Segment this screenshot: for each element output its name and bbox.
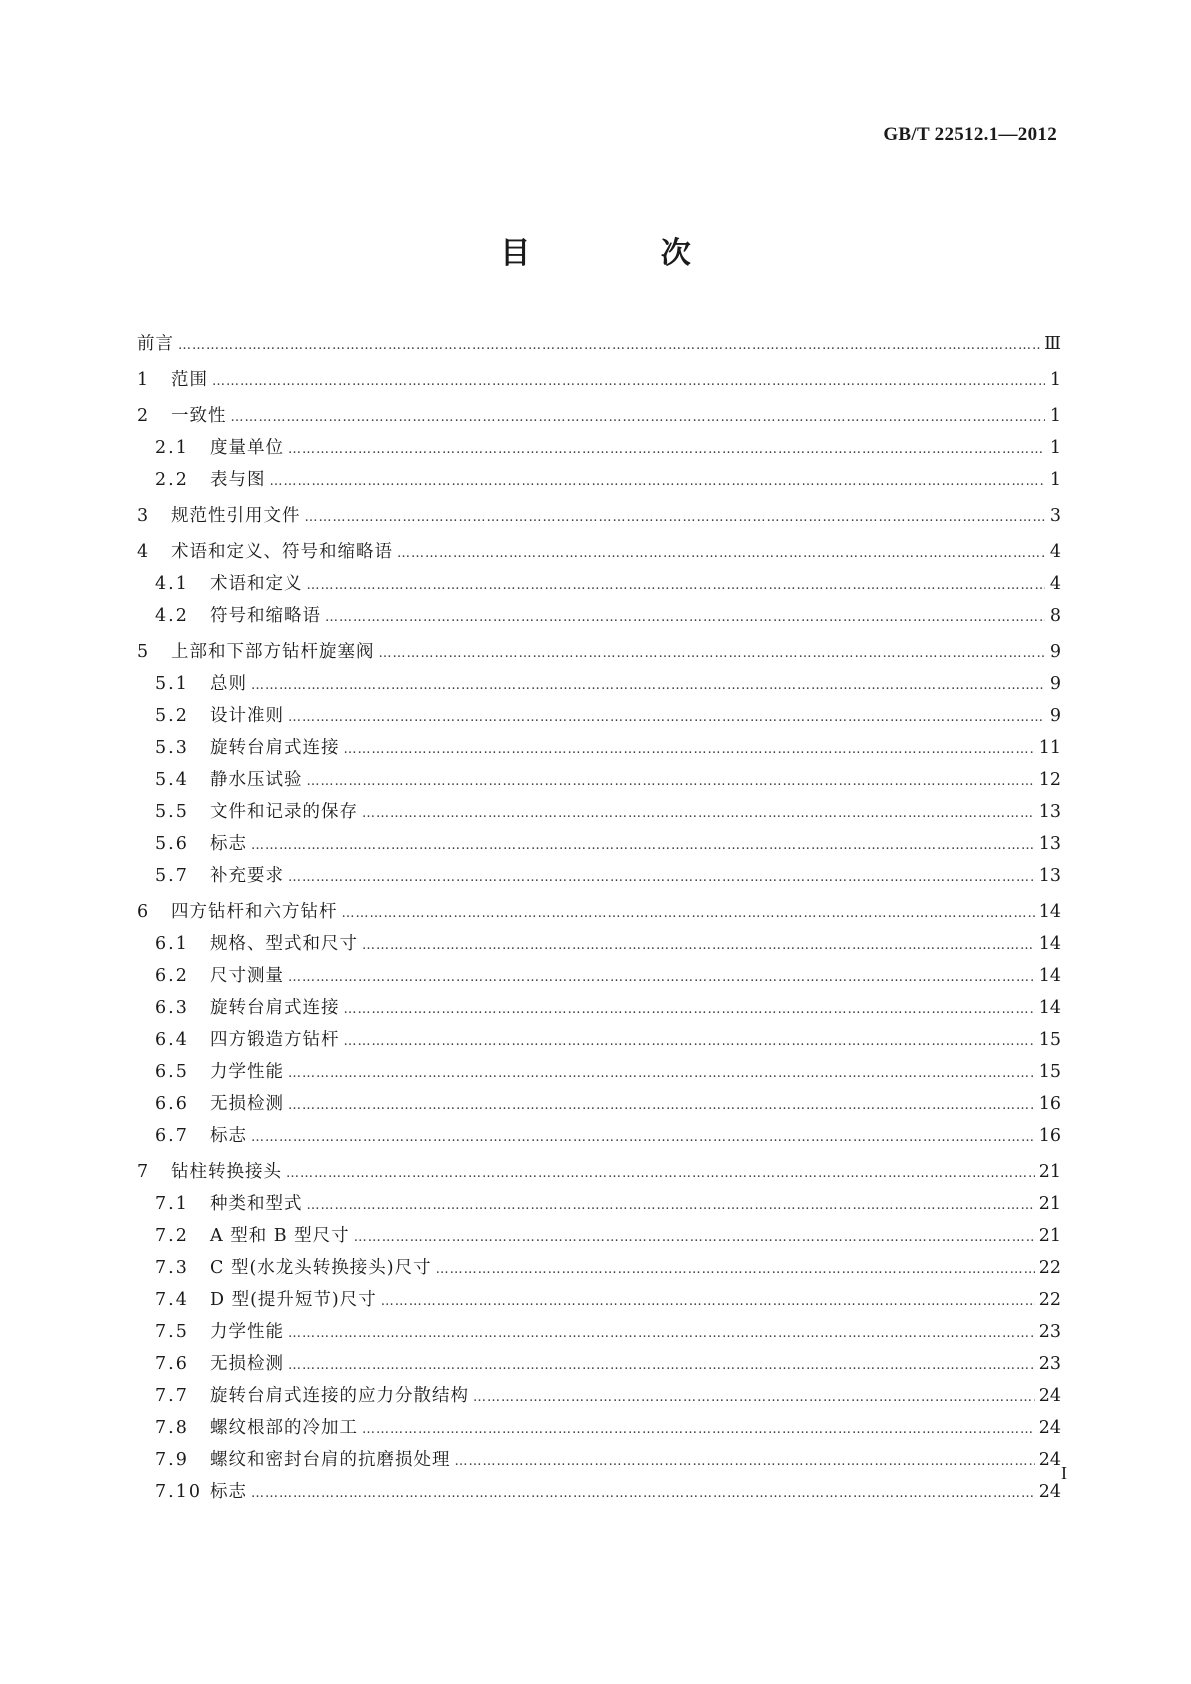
toc-entry-number: 7.4 bbox=[155, 1290, 189, 1310]
toc-entry-page: 16 bbox=[1038, 1094, 1061, 1114]
toc-entry-label: 设计准则 bbox=[210, 706, 284, 726]
toc-entry-number: 5.1 bbox=[155, 674, 189, 694]
toc-entry-label: 无损检测 bbox=[210, 1354, 284, 1374]
toc-leader-dots bbox=[288, 702, 1045, 734]
toc-entry[interactable] bbox=[137, 500, 1061, 532]
toc-entry-number: 3 bbox=[137, 506, 151, 526]
toc-entry-number: 6.2 bbox=[155, 966, 189, 986]
toc-entry-page: 1 bbox=[1049, 438, 1061, 458]
toc-entry-number: 6.3 bbox=[155, 998, 189, 1018]
toc-entry-page: 9 bbox=[1049, 642, 1061, 662]
toc-leader-dots bbox=[288, 862, 1035, 894]
toc-entry-page: 1 bbox=[1049, 370, 1061, 390]
toc-entry[interactable] bbox=[137, 1056, 1061, 1088]
toc-entry[interactable] bbox=[137, 1476, 1061, 1508]
toc-entry-page: 24 bbox=[1038, 1450, 1061, 1470]
toc-entry-label: 度量单位 bbox=[210, 438, 284, 458]
toc-entry-number: 6.7 bbox=[155, 1126, 189, 1146]
toc-leader-dots bbox=[288, 1090, 1035, 1122]
toc-entry-label: 标志 bbox=[210, 1482, 247, 1502]
toc-entry-page: 8 bbox=[1049, 606, 1061, 626]
toc-entry-label: 范围 bbox=[171, 370, 208, 390]
toc-entry-label: 尺寸测量 bbox=[210, 966, 284, 986]
toc-entry-label: 术语和定义、符号和缩略语 bbox=[171, 542, 393, 562]
standard-code: GB/T 22512.1—2012 bbox=[883, 124, 1057, 145]
toc-entry-number: 7.5 bbox=[155, 1322, 189, 1342]
toc-entry-label: 旋转台肩式连接的应力分散结构 bbox=[210, 1386, 469, 1406]
toc-entry[interactable] bbox=[137, 1348, 1061, 1380]
toc-leader-dots bbox=[178, 330, 1040, 362]
toc-entry-label: 四方锻造方钻杆 bbox=[210, 1030, 340, 1050]
toc-leader-dots bbox=[362, 930, 1035, 962]
toc-leader-dots bbox=[288, 1350, 1035, 1382]
toc-leader-dots bbox=[288, 1318, 1035, 1350]
toc-entry-page: 24 bbox=[1038, 1386, 1061, 1406]
toc-entry[interactable] bbox=[137, 1220, 1061, 1252]
toc-leader-dots bbox=[325, 602, 1045, 634]
toc-leader-dots bbox=[362, 1414, 1035, 1446]
toc-entry-number: 7.6 bbox=[155, 1354, 189, 1374]
toc-leader-dots bbox=[379, 638, 1046, 670]
footer-page-number: I bbox=[1061, 1463, 1067, 1483]
toc-entry-page: 1 bbox=[1049, 470, 1061, 490]
toc-entry[interactable] bbox=[137, 568, 1061, 600]
toc-entry-page: 23 bbox=[1038, 1322, 1061, 1342]
toc-entry-page: 14 bbox=[1038, 902, 1061, 922]
toc-entry-label: 上部和下部方钻杆旋塞阀 bbox=[171, 642, 375, 662]
toc-leader-dots bbox=[344, 1026, 1035, 1058]
toc-entry[interactable] bbox=[137, 992, 1061, 1024]
toc-entry[interactable] bbox=[137, 400, 1061, 432]
toc-entry[interactable] bbox=[137, 828, 1061, 860]
toc-entry-page: 1 bbox=[1049, 406, 1061, 426]
toc-entry-number: 5.3 bbox=[155, 738, 189, 758]
toc-entry-page: 13 bbox=[1038, 866, 1061, 886]
toc-entry[interactable] bbox=[137, 1380, 1061, 1412]
toc-entry-label: 无损检测 bbox=[210, 1094, 284, 1114]
toc-entry-page: 13 bbox=[1038, 834, 1061, 854]
toc-leader-dots bbox=[307, 570, 1046, 602]
toc-leader-dots bbox=[212, 366, 1045, 398]
toc-leader-dots bbox=[381, 1286, 1035, 1318]
toc-entry[interactable] bbox=[137, 668, 1061, 700]
toc-entry[interactable] bbox=[137, 860, 1061, 892]
toc-entry-number: 5.5 bbox=[155, 802, 189, 822]
toc-entry-number: 4 bbox=[137, 542, 151, 562]
toc-leader-dots bbox=[436, 1254, 1035, 1286]
toc-leader-dots bbox=[288, 434, 1045, 466]
toc-leader-dots bbox=[397, 538, 1045, 570]
toc-entry-label: C 型(水龙头转换接头)尺寸 bbox=[210, 1258, 432, 1278]
toc-entry-page: 14 bbox=[1038, 966, 1061, 986]
toc-leader-dots bbox=[251, 830, 1035, 862]
toc-entry[interactable] bbox=[137, 432, 1061, 464]
toc-entry[interactable] bbox=[137, 1024, 1061, 1056]
toc-entry[interactable] bbox=[137, 636, 1061, 668]
toc-entry[interactable] bbox=[137, 464, 1061, 496]
toc-leader-dots bbox=[362, 798, 1035, 830]
toc-entry-page: 22 bbox=[1038, 1290, 1061, 1310]
toc-entry-label: 术语和定义 bbox=[210, 574, 303, 594]
toc-entry-label: 一致性 bbox=[171, 406, 227, 426]
toc-entry-number: 5.4 bbox=[155, 770, 189, 790]
toc-entry-page: 22 bbox=[1038, 1258, 1061, 1278]
toc-entry-page: Ⅲ bbox=[1044, 334, 1061, 354]
toc-entry[interactable] bbox=[137, 328, 1061, 360]
toc-entry-label: 力学性能 bbox=[210, 1322, 284, 1342]
toc-entry-label: A 型和 B 型尺寸 bbox=[210, 1226, 350, 1246]
toc-leader-dots bbox=[251, 670, 1045, 702]
toc-entry-page: 9 bbox=[1049, 674, 1061, 694]
toc-leader-dots bbox=[251, 1122, 1035, 1154]
toc-leader-dots bbox=[473, 1382, 1035, 1414]
toc-entry-label: 钻柱转换接头 bbox=[171, 1162, 282, 1182]
toc-entry-page: 15 bbox=[1038, 1030, 1061, 1050]
toc-entry-number: 7.2 bbox=[155, 1226, 189, 1246]
toc-leader-dots bbox=[288, 1058, 1035, 1090]
toc-entry-number: 7.3 bbox=[155, 1258, 189, 1278]
toc-entry-number: 7.8 bbox=[155, 1418, 189, 1438]
toc-entry-label: 力学性能 bbox=[210, 1062, 284, 1082]
toc-entry-number: 5.2 bbox=[155, 706, 189, 726]
toc-entry[interactable] bbox=[137, 1088, 1061, 1120]
toc-entry-number: 4.2 bbox=[155, 606, 189, 626]
toc-entry-number: 6.6 bbox=[155, 1094, 189, 1114]
toc-entry-label: 四方钻杆和六方钻杆 bbox=[171, 902, 338, 922]
toc-leader-dots bbox=[354, 1222, 1035, 1254]
toc-entry-label: 表与图 bbox=[210, 470, 266, 490]
toc-entry-number: 4.1 bbox=[155, 574, 189, 594]
toc-entry[interactable] bbox=[137, 1284, 1061, 1316]
toc-entry-page: 9 bbox=[1049, 706, 1061, 726]
toc-entry-label: 螺纹和密封台肩的抗磨损处理 bbox=[210, 1450, 451, 1470]
toc-entry[interactable] bbox=[137, 928, 1061, 960]
table-of-contents bbox=[137, 328, 1061, 1508]
toc-leader-dots bbox=[288, 962, 1035, 994]
toc-entry-number: 7 bbox=[137, 1162, 151, 1182]
toc-entry-label: 种类和型式 bbox=[210, 1194, 303, 1214]
toc-entry-page: 14 bbox=[1038, 998, 1061, 1018]
toc-entry[interactable] bbox=[137, 1120, 1061, 1152]
toc-entry[interactable] bbox=[137, 600, 1061, 632]
toc-entry-number: 6.1 bbox=[155, 934, 189, 954]
toc-entry-number: 7.1 bbox=[155, 1194, 189, 1214]
toc-entry-page: 21 bbox=[1038, 1226, 1061, 1246]
page-title: 目 次 bbox=[500, 236, 751, 271]
toc-entry-label: 标志 bbox=[210, 834, 247, 854]
toc-entry[interactable] bbox=[137, 364, 1061, 396]
toc-entry-page: 12 bbox=[1038, 770, 1061, 790]
toc-entry-label: 旋转台肩式连接 bbox=[210, 998, 340, 1018]
toc-entry-label: D 型(提升短节)尺寸 bbox=[210, 1290, 377, 1310]
toc-leader-dots bbox=[270, 466, 1046, 498]
toc-entry-page: 11 bbox=[1038, 738, 1061, 758]
toc-entry-number: 2.2 bbox=[155, 470, 189, 490]
toc-entry-label: 旋转台肩式连接 bbox=[210, 738, 340, 758]
toc-entry-page: 16 bbox=[1038, 1126, 1061, 1146]
toc-entry-label: 规范性引用文件 bbox=[171, 506, 301, 526]
toc-entry-number: 5.6 bbox=[155, 834, 189, 854]
toc-entry-label: 标志 bbox=[210, 1126, 247, 1146]
toc-entry[interactable] bbox=[137, 1412, 1061, 1444]
toc-leader-dots bbox=[344, 734, 1035, 766]
toc-entry[interactable] bbox=[137, 1444, 1061, 1476]
toc-entry-label: 前言 bbox=[137, 334, 174, 354]
toc-entry-number: 7.7 bbox=[155, 1386, 189, 1406]
toc-entry-number: 6.5 bbox=[155, 1062, 189, 1082]
toc-entry-number: 2 bbox=[137, 406, 151, 426]
toc-entry-number: 7.10 bbox=[155, 1482, 202, 1502]
toc-entry-page: 13 bbox=[1038, 802, 1061, 822]
toc-entry-page: 14 bbox=[1038, 934, 1061, 954]
toc-entry-page: 24 bbox=[1038, 1482, 1061, 1502]
toc-entry-number: 2.1 bbox=[155, 438, 189, 458]
toc-entry[interactable] bbox=[137, 1316, 1061, 1348]
toc-entry-page: 24 bbox=[1038, 1418, 1061, 1438]
toc-entry-label: 符号和缩略语 bbox=[210, 606, 321, 626]
toc-entry[interactable] bbox=[137, 536, 1061, 568]
toc-entry[interactable] bbox=[137, 896, 1061, 928]
toc-entry-number: 6 bbox=[137, 902, 151, 922]
toc-leader-dots bbox=[251, 1478, 1035, 1510]
toc-leader-dots bbox=[344, 994, 1035, 1026]
toc-entry-number: 6.4 bbox=[155, 1030, 189, 1050]
toc-leader-dots bbox=[286, 1158, 1035, 1190]
toc-leader-dots bbox=[307, 766, 1035, 798]
toc-entry-page: 3 bbox=[1049, 506, 1061, 526]
toc-entry-number: 1 bbox=[137, 370, 151, 390]
toc-entry[interactable] bbox=[137, 1188, 1061, 1220]
toc-leader-dots bbox=[231, 402, 1046, 434]
toc-entry-page: 21 bbox=[1038, 1194, 1061, 1214]
toc-entry[interactable] bbox=[137, 764, 1061, 796]
toc-leader-dots bbox=[455, 1446, 1035, 1478]
toc-entry-label: 规格、型式和尺寸 bbox=[210, 934, 358, 954]
toc-entry-label: 螺纹根部的冷加工 bbox=[210, 1418, 358, 1438]
toc-entry-label: 补充要求 bbox=[210, 866, 284, 886]
toc-entry-page: 21 bbox=[1038, 1162, 1061, 1182]
toc-entry[interactable] bbox=[137, 796, 1061, 828]
toc-entry-label: 总则 bbox=[210, 674, 247, 694]
toc-entry-label: 文件和记录的保存 bbox=[210, 802, 358, 822]
toc-entry-page: 4 bbox=[1049, 574, 1061, 594]
toc-entry-page: 4 bbox=[1049, 542, 1061, 562]
toc-leader-dots bbox=[305, 502, 1046, 534]
toc-entry-number: 7.9 bbox=[155, 1450, 189, 1470]
toc-entry-label: 静水压试验 bbox=[210, 770, 303, 790]
toc-entry-number: 5.7 bbox=[155, 866, 189, 886]
toc-entry[interactable] bbox=[137, 732, 1061, 764]
toc-entry[interactable] bbox=[137, 960, 1061, 992]
toc-leader-dots bbox=[342, 898, 1035, 930]
toc-entry-number: 5 bbox=[137, 642, 151, 662]
toc-entry[interactable] bbox=[137, 700, 1061, 732]
toc-entry-page: 15 bbox=[1038, 1062, 1061, 1082]
toc-entry[interactable] bbox=[137, 1252, 1061, 1284]
toc-entry-page: 23 bbox=[1038, 1354, 1061, 1374]
toc-leader-dots bbox=[307, 1190, 1035, 1222]
toc-entry[interactable] bbox=[137, 1156, 1061, 1188]
